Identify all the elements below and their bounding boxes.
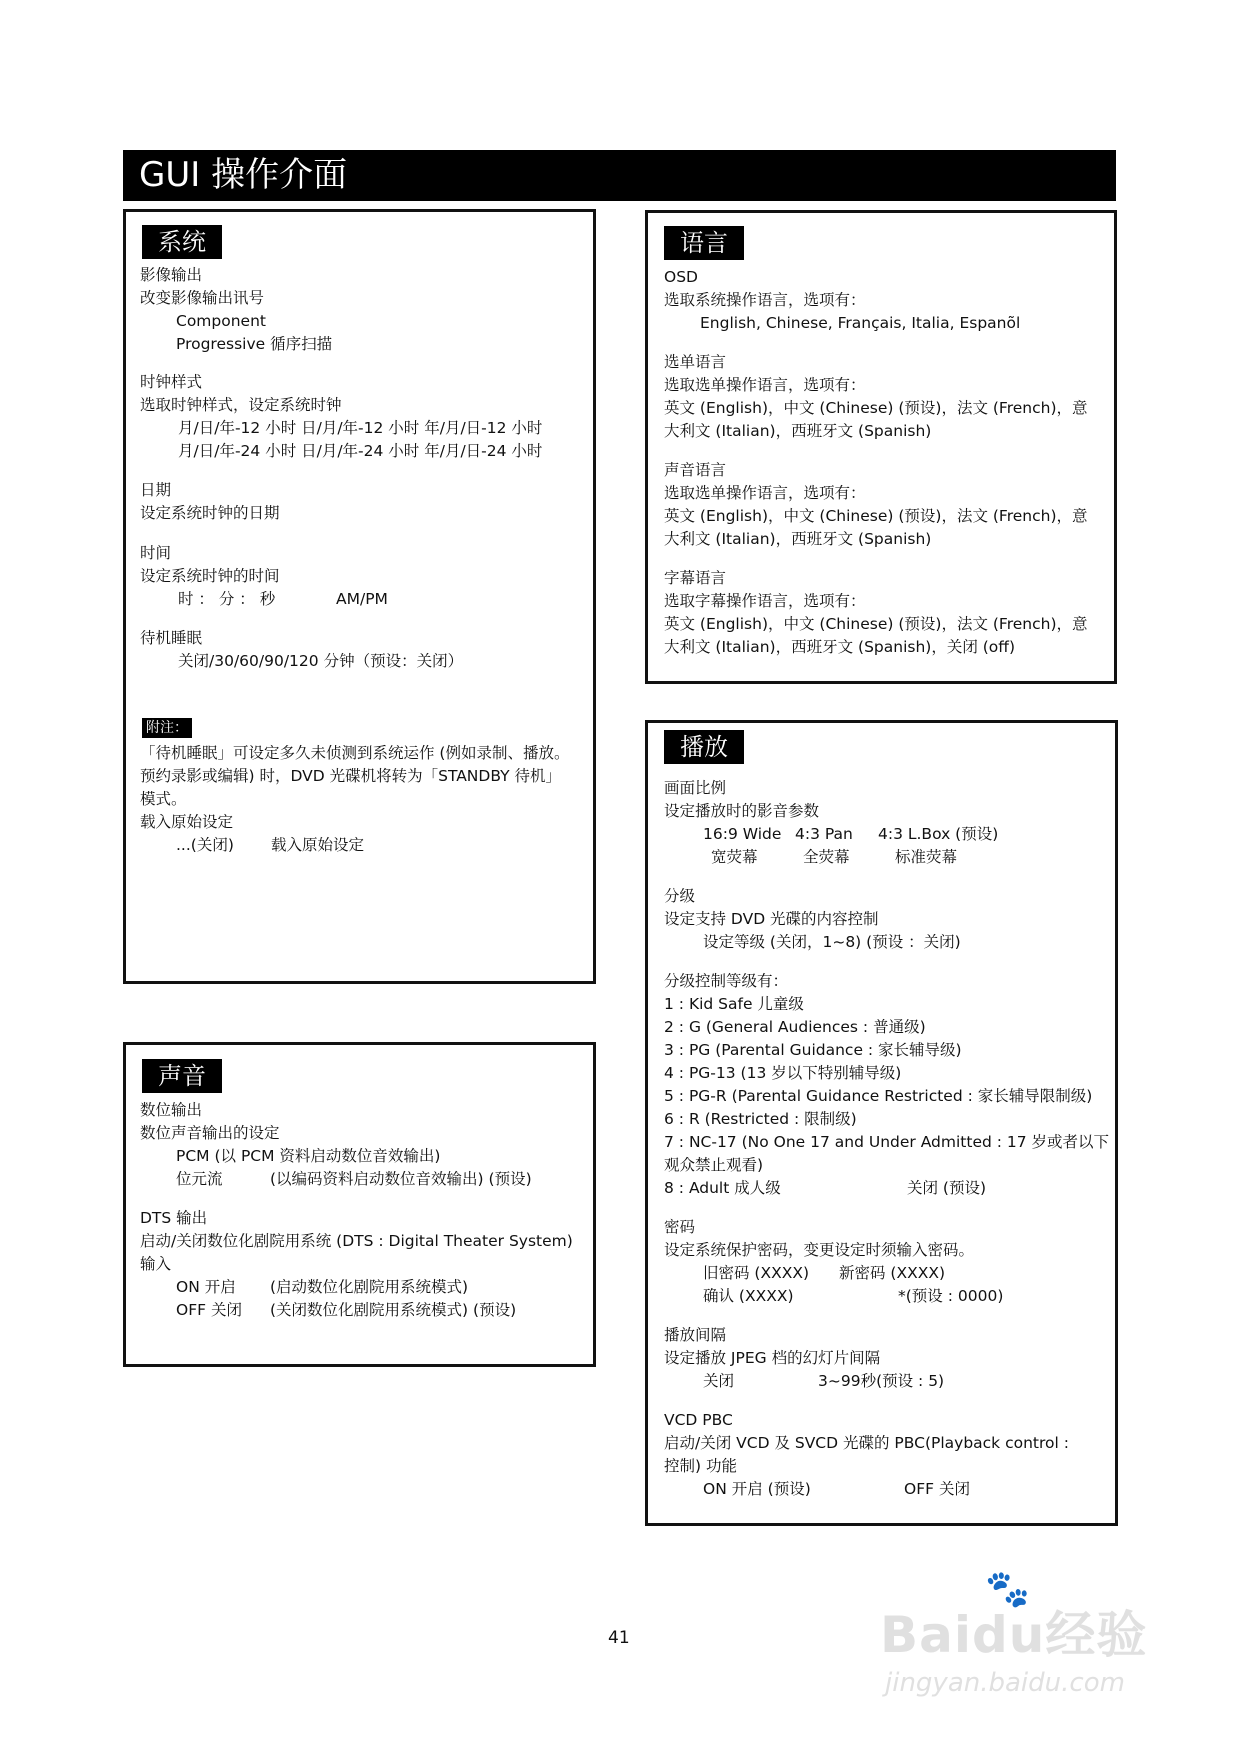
- watermark-logo: Baidu经验: [880, 1606, 1148, 1664]
- playback-line: 播放间隔: [664, 1326, 727, 1344]
- playback-line: 6 : R (Restricted : 限制级): [664, 1110, 857, 1128]
- system-section-tag: 系统: [142, 225, 222, 259]
- playback-line: 全荧幕: [803, 848, 850, 866]
- playback-line: 设定等级 (关闭，1~8) (预设 ：关闭): [703, 933, 961, 951]
- sound-line: 位元流: [176, 1170, 223, 1188]
- note-line: 「待机睡眠」可设定多久未侦测到系统运作 (例如录制、播放。: [140, 744, 570, 762]
- sound-line: PCM (以 PCM 资料启动数位音效输出): [176, 1147, 441, 1165]
- playback-line: 宽荧幕: [711, 848, 758, 866]
- sound-line: 数位输出: [140, 1101, 203, 1119]
- language-line: English, Chinese, Français, Italia, Espanõl: [700, 314, 1021, 332]
- sound-line: 启动/关闭数位化剧院用系统 (DTS : Digital Theater System): [140, 1232, 573, 1250]
- watermark-url: jingyan.baidu.com: [885, 1668, 1125, 1698]
- system-line: Component: [176, 312, 266, 330]
- system-line: 选取时钟样式，设定系统时钟: [140, 396, 342, 414]
- sound-line: 数位声音输出的设定: [140, 1124, 280, 1142]
- playback-line: *(预设 : 0000): [898, 1287, 1004, 1305]
- playback-line: 4:3 L.Box (预设): [878, 825, 999, 843]
- language-line: 大利文 (Italian)，西班牙文 (Spanish): [664, 530, 932, 548]
- language-section-tag: 语言: [664, 226, 744, 260]
- language-line: 英文 (English)，中文 (Chinese) (预设)，法文 (French)，意: [664, 399, 1088, 417]
- playback-line: 分级控制等级有：: [664, 972, 789, 990]
- note-line: ...(关闭): [176, 836, 234, 854]
- system-line: 改变影像输出讯号: [140, 289, 265, 307]
- page-header-bar: [123, 150, 1116, 201]
- playback-line: 画面比例: [664, 779, 727, 797]
- system-line: AM/PM: [336, 590, 388, 608]
- playback-line: 分级: [664, 887, 696, 905]
- sound-line: OFF 关闭: [176, 1301, 242, 1319]
- system-line: 待机睡眠: [140, 629, 203, 647]
- playback-line: VCD PBC: [664, 1411, 733, 1429]
- language-line: 选取字幕操作语言，选项有：: [664, 592, 866, 610]
- note-line: 载入原始设定: [140, 813, 234, 831]
- playback-line: 观众禁止观看): [664, 1156, 764, 1174]
- note-line: 载入原始设定: [271, 836, 365, 854]
- note-line: 预约录影或编辑) 时，DVD 光碟机将转为「STANDBY 待机」: [140, 767, 562, 785]
- language-line: 选取选单操作语言，选项有：: [664, 484, 866, 502]
- playback-line: 确认 (XXXX): [703, 1287, 794, 1305]
- system-line: 月/日/年-24 小时 日/月/年-24 小时 年/月/日-24 小时: [178, 442, 543, 460]
- playback-section-tag: 播放: [664, 730, 744, 764]
- playback-line: 4 : PG-13 (13 岁以下特别辅导级): [664, 1064, 902, 1082]
- note-tag: 附注：: [142, 718, 192, 738]
- sound-line: DTS 输出: [140, 1209, 208, 1227]
- playback-line: 8 : Adult 成人级: [664, 1179, 781, 1197]
- system-line: 时钟样式: [140, 373, 203, 391]
- playback-line: 标准荧幕: [895, 848, 958, 866]
- playback-line: ON 开启 (预设): [703, 1480, 811, 1498]
- playback-line: 7 : NC-17 (No One 17 and Under Admitted : 17 岁或者以下: [664, 1133, 1110, 1151]
- sound-line: (启动数位化剧院用系统模式): [270, 1278, 469, 1296]
- system-line: 影像输出: [140, 266, 203, 284]
- playback-line: 3 : PG (Parental Guidance : 家长辅导级): [664, 1041, 962, 1059]
- playback-line: 设定播放时的影音参数: [664, 802, 820, 820]
- watermark-paw-icon: 🐾: [985, 1569, 1030, 1610]
- sound-section-tag: 声音: [142, 1059, 222, 1093]
- system-line: 设定系统时钟的日期: [140, 504, 280, 522]
- language-line: 选单语言: [664, 353, 727, 371]
- system-line: Progressive 循序扫描: [176, 335, 333, 353]
- page-number: 41: [608, 1628, 630, 1648]
- language-line: 英文 (English)，中文 (Chinese) (预设)，法文 (French)，意: [664, 507, 1088, 525]
- playback-line: 4:3 Pan: [795, 825, 853, 843]
- note-line: 模式。: [140, 790, 187, 808]
- playback-line: 设定播放 JPEG 档的幻灯片间隔: [664, 1349, 881, 1367]
- system-line: 日期: [140, 481, 172, 499]
- playback-line: 密码: [664, 1218, 696, 1236]
- system-line: 时 ： 分 ： 秒: [178, 590, 276, 608]
- language-line: 选取系统操作语言，选项有：: [664, 291, 866, 309]
- playback-line: OFF 关闭: [904, 1480, 970, 1498]
- playback-line: 启动/关闭 VCD 及 SVCD 光碟的 PBC(Playback control :: [664, 1434, 1069, 1452]
- playback-line: 16:9 Wide: [703, 825, 782, 843]
- playback-line: 3~99秒(预设 : 5): [818, 1372, 945, 1390]
- playback-line: 关闭 (预设): [907, 1179, 987, 1197]
- page-title: GUI 操作介面: [139, 155, 348, 195]
- sound-line: (以编码资料启动数位音效输出) (预设): [270, 1170, 532, 1188]
- system-line: 关闭/30/60/90/120 分钟（预设：关闭）: [178, 652, 464, 670]
- playback-line: 2 : G (General Audiences : 普通级): [664, 1018, 926, 1036]
- sound-line: (关闭数位化剧院用系统模式) (预设): [270, 1301, 517, 1319]
- language-line: 字幕语言: [664, 569, 727, 587]
- playback-line: 控制) 功能: [664, 1457, 737, 1475]
- playback-line: 关闭: [703, 1372, 735, 1390]
- sound-line: 输入: [140, 1255, 172, 1273]
- playback-line: 旧密码 (XXXX): [703, 1264, 809, 1282]
- language-section: [645, 210, 1117, 684]
- playback-line: 设定支持 DVD 光碟的内容控制: [664, 910, 879, 928]
- language-line: 声音语言: [664, 461, 727, 479]
- language-line: 大利文 (Italian)，西班牙文 (Spanish)，关闭 (off): [664, 638, 1016, 656]
- system-line: 时间: [140, 544, 172, 562]
- playback-line: 设定系统保护密码，变更设定时须输入密码。: [664, 1241, 975, 1259]
- playback-line: 1 : Kid Safe 儿童级: [664, 995, 804, 1013]
- language-line: 大利文 (Italian)，西班牙文 (Spanish): [664, 422, 932, 440]
- system-line: 月/日/年-12 小时 日/月/年-12 小时 年/月/日-12 小时: [178, 419, 543, 437]
- system-line: 设定系统时钟的时间: [140, 567, 280, 585]
- language-line: 英文 (English)，中文 (Chinese) (预设)，法文 (French)，意: [664, 615, 1088, 633]
- playback-line: 5 : PG-R (Parental Guidance Restricted : 家长辅导限制级): [664, 1087, 1093, 1105]
- playback-line: 新密码 (XXXX): [839, 1264, 945, 1282]
- language-line: OSD: [664, 268, 698, 286]
- language-line: 选取选单操作语言，选项有：: [664, 376, 866, 394]
- sound-line: ON 开启: [176, 1278, 236, 1296]
